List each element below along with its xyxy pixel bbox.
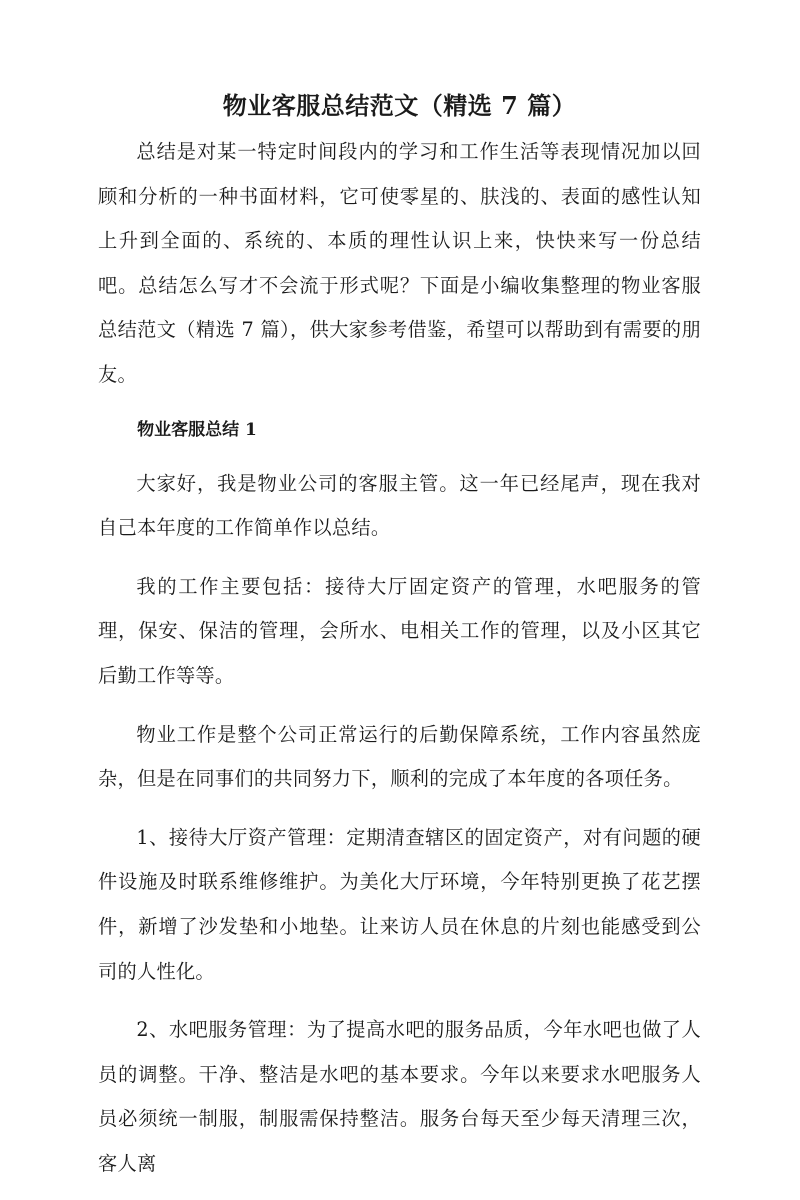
document-title: 物业客服总结范文（精选 7 篇） (222, 91, 577, 120)
body-paragraph: 1、接待大厅资产管理：定期清查辖区的固定资产，对有问题的硬件设施及时联系维修维护。为美化大厅环境，今年特别更换了花艺摆件，新增了沙发垫和小地垫。让来访人员在休息的片刻也能感受到公司的人性化。 (98, 825, 701, 983)
intro-paragraph: 总结是对某一特定时间段内的学习和工作生活等表现情况加以回顾和分析的一种书面材料，它可使零星的、肤浅的、表面的感性认知上升到全面的、系统的、本质的理性认识上来，快快来写一份总结吧。总结怎么写才不会流于形式呢？下面是小编收集整理的物业客服总结范文（精选 7 篇），供大家参考借鉴，希望可以帮助到有需要的朋友。 (98, 140, 701, 386)
document-page (98, 86, 701, 1200)
section-heading: 物业客服总结 1 (137, 419, 257, 440)
body-paragraph: 大家好，我是物业公司的客服主管。这一年已经尾声，现在我对自己本年度的工作简单作以总结。 (98, 471, 701, 540)
body-paragraph: 2、水吧服务管理：为了提高水吧的服务品质，今年水吧也做了人员的调整。干净、整洁是水吧的基本要求。今年以来要求水吧服务人员必须统一制服，制服需保持整洁。服务台每天至少每天清理三次，客人离 (98, 1018, 701, 1175)
body-paragraph: 我的工作主要包括：接待大厅固定资产的管理，水吧服务的管理，保安、保洁的管理，会所水、电相关工作的管理，以及小区其它后勤工作等等。 (98, 574, 701, 687)
body-paragraph: 物业工作是整个公司正常运行的后勤保障系统，工作内容虽然庞杂，但是在同事们的共同努力下，顺利的完成了本年度的各项任务。 (98, 722, 701, 791)
